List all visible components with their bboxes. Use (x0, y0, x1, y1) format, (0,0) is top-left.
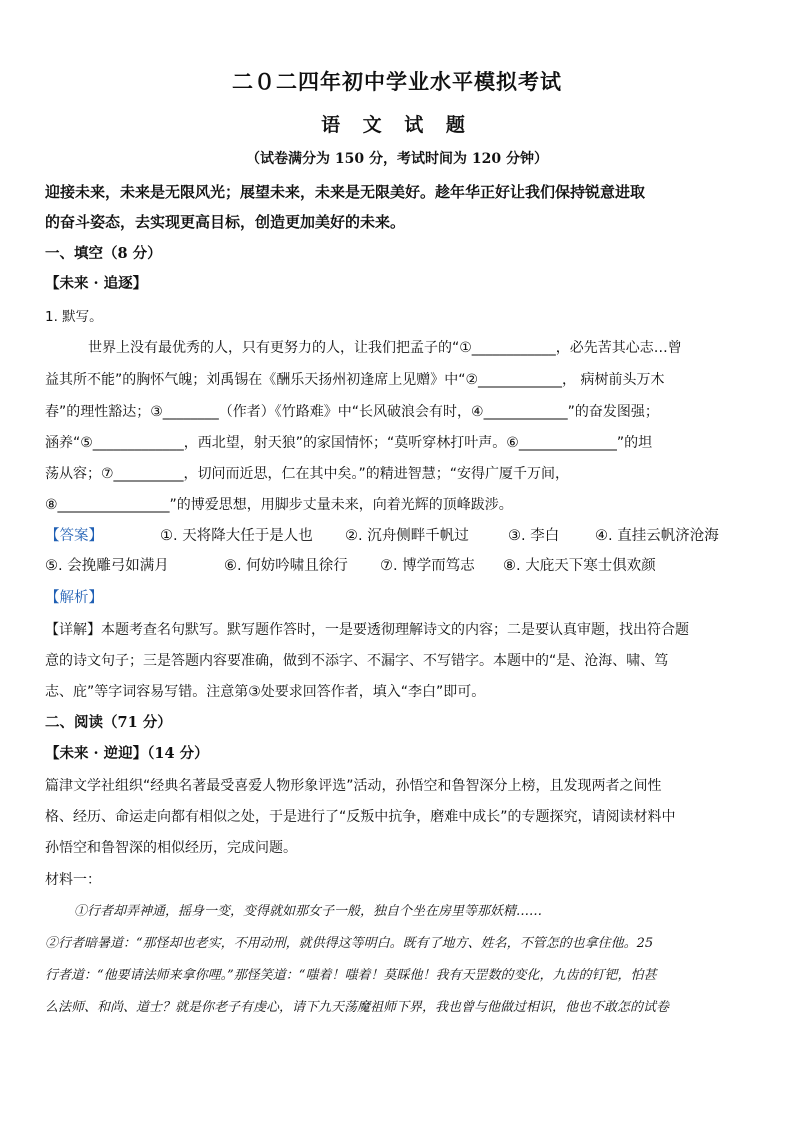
answer-item: ②. 沉舟侧畔千帆过 (345, 528, 469, 544)
question-line-5: 荡从容；⑦__________，切问而近思，仁在其中矣。”的精进智慧；“安得广厦千万间， (45, 466, 570, 482)
question-line-6: ⑧________________”的博爱思想，用脚步丈量未来，向着光辉的顶峰跋涉。 (45, 497, 513, 513)
section1-heading: 一、填空（8 分） (45, 245, 162, 262)
reading-intro-line-3: 孙悟空和鲁智深的相似经历，完成问题。 (45, 840, 297, 856)
answer-item: ⑤. 会挽雕弓如满月 (45, 558, 169, 574)
question-line-4: 涵养“⑤_____________，西北望，射天狼”的家国情怀；“莫听穿林打叶声。⑥______________”的坦 (45, 435, 653, 451)
detail-line-1: 【详解】本题考查名句默写。默写题作答时，一是要透彻理解诗文的内容；二是要认真审题，找出符合题 (45, 622, 689, 638)
exam-note: （试卷满分为 150 分，考试时间为 120 分钟） (246, 151, 548, 167)
material-line-1: ①行者却弄神通，摇身一变，变得就如那女子一般，独自个坐在房里等那妖精…… (74, 904, 543, 919)
answer-tag: 【答案】 (45, 528, 103, 544)
section1-subheading: 【未来 · 追逐】 (45, 275, 148, 292)
answer-item: ⑧. 大庇天下寒士俱欢颜 (503, 558, 656, 574)
question-label: 1. 默写。 (45, 309, 103, 325)
answer-item: ①. 天将降大任于是人也 (160, 528, 313, 544)
material-label: 材料一： (45, 872, 101, 888)
material-line-4: 么法师、和尚、道士？就是你老子有虔心，请下九天荡魔祖师下界，我也曾与他做过相识，他也不敢怎的试卷 (45, 1000, 670, 1015)
answer-item: ⑦. 博学而笃志 (380, 558, 475, 574)
paper-subject: 语 文 试 题 (321, 114, 473, 136)
intro-line-2: 的奋斗姿态，去实现更高目标，创造更加美好的未来。 (45, 213, 406, 231)
detail-line-3: 志、庇”等字词容易写错。注意第③处要求回答作者，填入“李白”即可。 (45, 684, 486, 700)
material-line-2: ②行者暗暑道：“那怪却也老实，不用动刑，就供得这等明白。既有了地方、姓名，不管怎的也拿住他。25 (45, 936, 654, 951)
detail-line-2: 意的诗文句子；三是答题内容要准确，做到不添字、不漏字、不写错字。本题中的“是、沧海、啸、笃 (45, 653, 669, 669)
reading-intro-line-2: 格、经历、命运走向都有相似之处，于是进行了“反叛中抗争，磨难中成长”的专题探究，请阅读材料中 (45, 809, 676, 825)
answer-item: ③. 李白 (508, 528, 560, 544)
intro-line-1: 迎接未来，未来是无限风光；展望未来，未来是无限美好。趁年华正好让我们保持锐意进取 (45, 183, 646, 201)
question-line-1: 世界上没有最优秀的人，只有更努力的人，让我们把孟子的“①____________，必先苦其心志…曾 (88, 340, 682, 356)
question-line-3: 春”的理性豁达；③________（作者）《竹路难》中“长风破浪会有时，④____________”的奋发图强； (45, 404, 659, 420)
section2-subheading: 【未来 · 逆迎】（14 分） (45, 745, 209, 762)
page-title: 二０二四年初中学业水平模拟考试 (232, 69, 562, 94)
answer-item: ④. 直挂云帆济沧海 (595, 528, 719, 544)
material-line-3: 行者道：“他要请法师来拿你哩。”那怪笑道：“嗤着！嗤着！莫睬他！我有天罡数的变化，九齿的钉钯，怕甚 (45, 968, 657, 983)
question-line-2: 益其所不能”的胸怀气魄；刘禹锡在《酬乐天扬州初逢席上见赠》中“②____________， 病树前头万木 (45, 372, 665, 388)
reading-intro-line-1: 篇津文学社组织“经典名著最受喜爱人物形象评选”活动，孙悟空和鲁智深分上榜，且发现两者之间性 (45, 778, 662, 794)
answer-item: ⑥. 何妨吟啸且徐行 (224, 558, 348, 574)
section2-heading: 二、阅读（71 分） (45, 714, 172, 731)
analysis-tag: 【解析】 (45, 590, 103, 606)
